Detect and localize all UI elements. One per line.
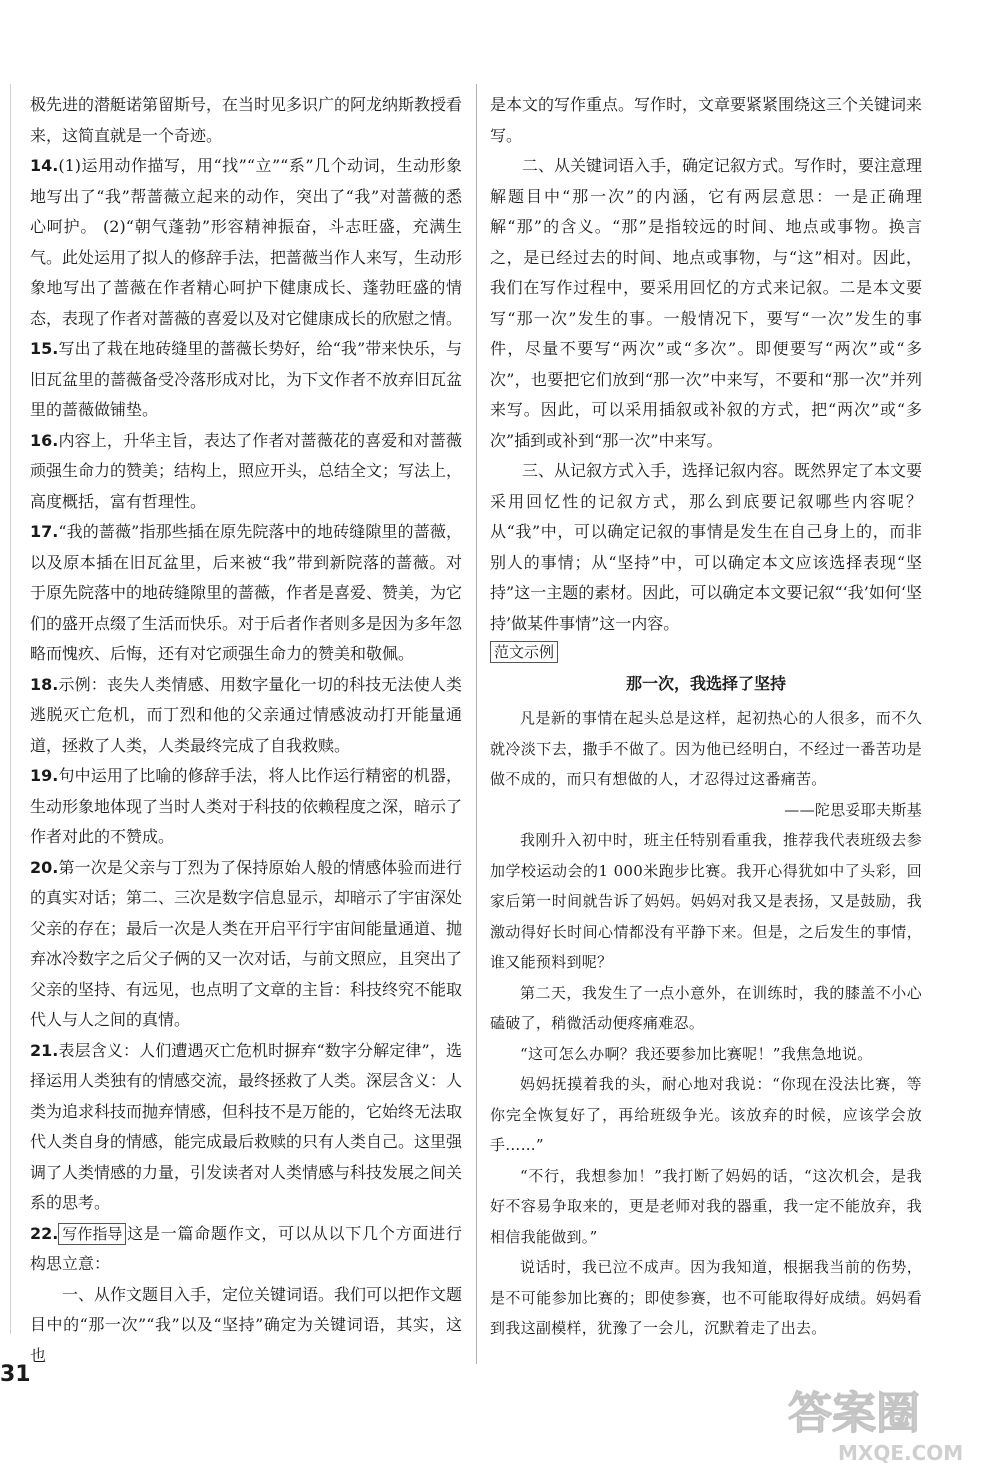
essay-paragraph: 妈妈抚摸着我的头，耐心地对我说：“你现在没法比赛，等你完全恢复好了，再给班级争光。该放弃的时候，应该学会放手……” bbox=[490, 1075, 922, 1154]
watermark-logo bbox=[780, 1380, 990, 1466]
guide-point-2: 二、从关键词语入手，确定记叙方式。写作时，要注意理解题目中“那一次”的内涵，它有两层意思：一是正确理解“那”的含义。“那”是指较远的时间、地点或事物。换言之，是已经过去的时间、地点或事物，与“这”相对。因此，我们在写作过程中，要采用回忆的方式来记叙。二是本文要写“那一次”发生的事。一般情况下，要写“一次”发生的事件，尽量不要写“两次”或“多次”。即便要写“两次”或“多次”，也要把它们放到“那一次”中来写，不要和“那一次”并列来写。因此，可以采用插叙或补叙的方式，把“两次”或“多次”插到或补到“那一次”中来写。 bbox=[490, 156, 923, 450]
epigraph: 凡是新的事情在起头总是这样，起初热心的人很多，而不久就冷淡下去，撒手不做了。因为他已经明白，不经过一番苦功是做不成的，而只有想做的人，才忍得过这番痛苦。 bbox=[490, 709, 922, 788]
guide-point-3: 三、从记叙方式入手，选择记叙内容。既然界定了本文要采用回忆性的记叙方式，那么到底要记叙哪些内容呢？从“我”中，可以确定记叙的事情是发生在自己身上的，而非别人的事情；从“坚持”中，可以确定本文应该选择表现“坚持”这一主题的素材。因此，可以确定本文要记叙“‘我’如何‘坚持’做某件事情”这一内容。 bbox=[490, 461, 923, 633]
answer-number: 22. bbox=[30, 1223, 59, 1243]
answer-number: 17. bbox=[30, 522, 59, 541]
answer-16 bbox=[30, 426, 462, 518]
sample-essay-label-row bbox=[490, 641, 922, 663]
answer-number: 19. bbox=[30, 766, 59, 785]
answer-20 bbox=[30, 853, 462, 1036]
answer-text: 示例：丧失人类情感、用数字量化一切的科技无法使人类逃脱灭亡危机，而丁烈和他的父亲通过情感波动打开能量通道，拯救了人类，人类最终完成了自我救赎。 bbox=[30, 674, 462, 755]
answer-number: 18. bbox=[30, 674, 59, 694]
answer-text: 表层含义：人们遭遇灭亡危机时摒弃“数字分解定律”，选择运用人类独有的情感交流，最终拯救了人类。深层含义：人类为追求科技而抛弃情感，但科技不是万能的，它始终无法取代人类自身的情感，能完成最后救赎的只有人类自己。这里强调了人类情感的力量，引发读者对人类情感与科技发展之间关系的思考。 bbox=[30, 1040, 463, 1212]
essay-paragraph: 说话时，我已泣不成声。因为我知道，根据我当前的伤势，是不可能参加比赛的；即使参赛，也不可能取得好成绩。妈妈看到我这副模样，犹豫了一会儿，沉默着走了出去。 bbox=[490, 1258, 922, 1337]
answer-text: 句中运用了比喻的修辞手法，将人比作运行精密的机器，生动形象地体现了当时人类对于科技的依赖程度之深，暗示了作者对此的不赞成。 bbox=[30, 766, 463, 846]
answer-21 bbox=[30, 1036, 462, 1219]
guide-point-1-continued: 是本文的写作重点。写作时，文章要紧紧围绕这三个关键词来写。 bbox=[490, 95, 923, 145]
essay-paragraph: 第二天，我发生了一点小意外，在训练时，我的膝盖不小心磕破了，稍微活动便疼痛难忍。 bbox=[490, 983, 922, 1032]
answer-text: 第一次是父亲与丁烈为了保持原始人般的情感体验而进行的真实对话；第二、三次是数字信息显示，却暗示了宇宙深处父亲的存在；最后一次是人类在开启平行宇宙间能量通道、抛弃冰冷数字之后父子俩的又一次对话，与前文照应，且突出了父亲的坚持、有远见，也点明了文章的主旨：科技终究不能取代人与人之间的真情。 bbox=[30, 857, 463, 1029]
essay-paragraph: “不行，我想参加！”我打断了妈妈的话，“这次机会，是我好不容易争取来的，更是老师对我的器重，我一定不能放弃，我相信我能做到。” bbox=[490, 1166, 922, 1246]
answer-22 bbox=[30, 1219, 462, 1280]
sample-essay bbox=[490, 703, 922, 1344]
answer-number: 21. bbox=[30, 1040, 59, 1060]
writing-guide-tag: 写作指导 bbox=[58, 1223, 126, 1245]
guide-point-1: 一、从作文题目入手，定位关键词语。我们可以把作文题目中的“那一次”“我”以及“坚持”确定为关键词语，其实，这也 bbox=[30, 1284, 463, 1365]
answer-17 bbox=[30, 517, 462, 670]
answer-18 bbox=[30, 670, 462, 762]
page-edge-line bbox=[10, 84, 11, 1334]
answer-number: 14. bbox=[30, 156, 59, 175]
epigraph-author: ——陀思妥耶夫斯基 bbox=[784, 800, 922, 819]
essay-title: 那一次，我选择了坚持 bbox=[625, 674, 786, 693]
essay-paragraph: 我刚升入初中时，班主任特别看重我，推荐我代表班级去参加学校运动会的1 000米跑步比赛。我开心得犹如中了头彩，回家后第一时间就告诉了妈妈。妈妈对我又是表扬，又是鼓励，我激动得好长时间心情都没有平静下来。但是，之后发生的事情，谁又能预料到呢？ bbox=[490, 831, 922, 971]
answer-text: “我的蔷薇”指那些插在原先院落中的地砖缝隙里的蔷薇，以及原本插在旧瓦盆里，后来被“我”带到新院落的蔷薇。对于原先院落中的地砖缝隙里的蔷薇，作者是喜爱、赞美，为它们的盛开点缀了生活而快乐。对于后者作者则多是因为多年忽略而愧疚、后悔，还有对它顽强生命力的赞美和敬佩。 bbox=[30, 522, 463, 663]
answer-14 bbox=[30, 151, 462, 334]
answer-text: 这是一篇命题作文，可以从以下几个方面进行构思立意： bbox=[30, 1223, 462, 1273]
answer-text: 写出了栽在地砖缝里的蔷薇长势好，给“我”带来快乐，与旧瓦盆里的蔷薇备受冷落形成对比，为下文作者不放弃旧瓦盆里的蔷薇做铺垫。 bbox=[30, 339, 463, 419]
right-column bbox=[490, 90, 922, 1344]
essay-paragraph: “这可怎么办啊？我还要参加比赛呢！”我焦急地说。 bbox=[520, 1044, 873, 1063]
answer-15 bbox=[30, 334, 462, 426]
answer-number: 20. bbox=[30, 857, 59, 877]
page-number: 31 bbox=[0, 1362, 31, 1387]
column-divider bbox=[476, 84, 477, 1364]
answer-number: 15. bbox=[30, 339, 59, 358]
answer-text: 内容上，升华主旨，表达了作者对蔷薇花的喜爱和对蔷薇顽强生命力的赞美；结构上，照应开头，总结全文；写法上，高度概括，富有哲理性。 bbox=[30, 430, 463, 511]
left-column bbox=[30, 90, 462, 1371]
sample-essay-label: 范文示例 bbox=[490, 641, 558, 663]
watermark-domain-text: MXQE.COM bbox=[838, 1441, 964, 1465]
answer-number: 16. bbox=[30, 430, 59, 450]
intro-paragraph: 极先进的潜艇诺第留斯号，在当时见多识广的阿龙纳斯教授看来，这简直就是一个奇迹。 bbox=[30, 95, 463, 145]
answer-19 bbox=[30, 761, 462, 853]
watermark-main-text: 答案圈 bbox=[788, 1388, 920, 1439]
answer-text: (1)运用动作描写，用“找”“立”“系”几个动词，生动形象地写出了“我”帮蔷薇立起来的动作，突出了“我”对蔷薇的悉心呵护。 (2)“朝气蓬勃”形容精神振奋，斗志旺盛，充满生气。此处运用了拟人的修辞手法，把蔷薇当作人来写，生动形象地写出了蔷薇在作者精心呵护下健康成长、蓬勃旺盛的情态，表现了作者对蔷薇的喜爱以及对它健康成长的欣慰之情。 bbox=[30, 156, 463, 328]
